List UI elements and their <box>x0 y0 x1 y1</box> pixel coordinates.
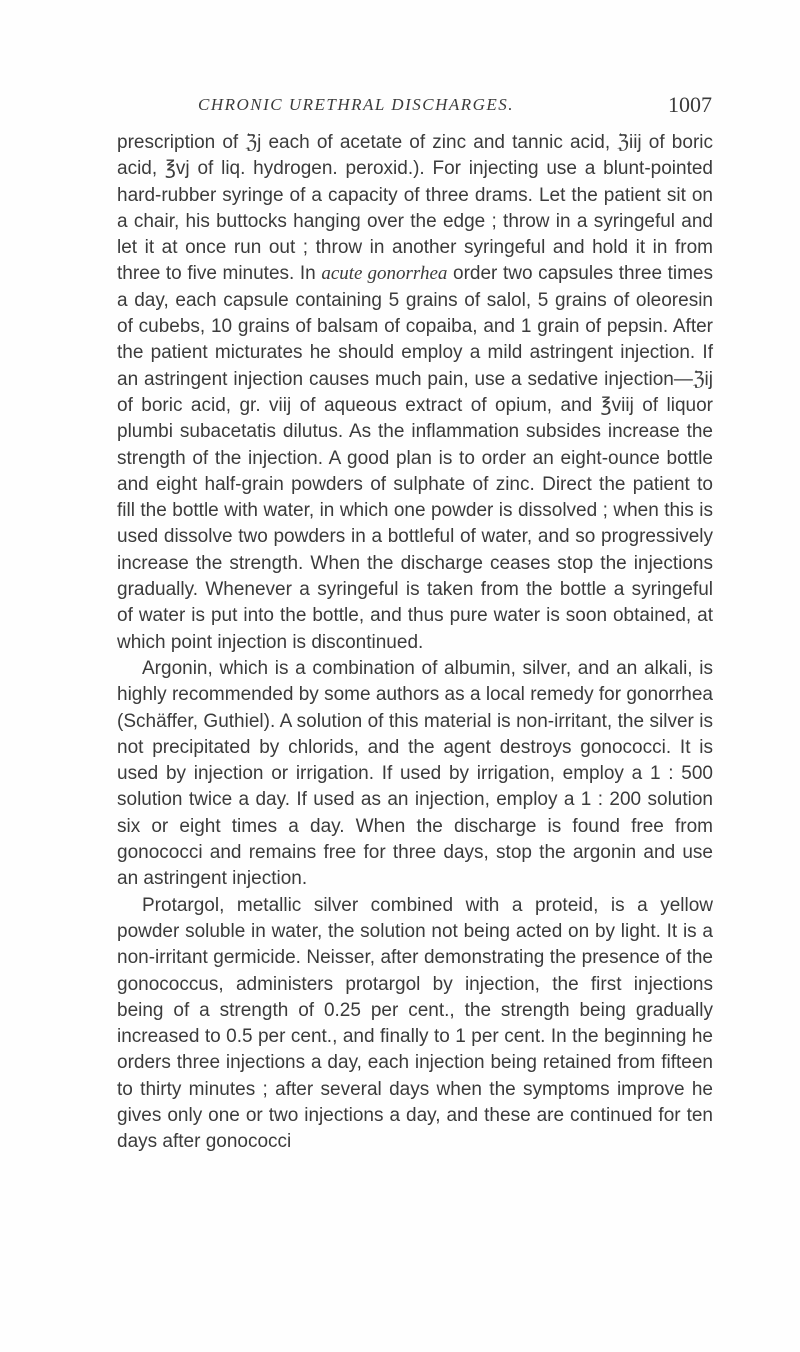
page-number: 1007 <box>668 92 712 117</box>
paragraph-prescription <box>117 130 713 656</box>
text-run: Argonin, which is a combination of albumin, silver, and an alkali, is highly recommended by some authors as a local remedy for gonorrhea (Schäffer, Guthiel). A solution of this material is non-irritant, the silver is not precipitated by chlorids, and the agent destroys gonococci. It is used by injection or irrigation. If used by irrigation, employ a 1 : 500 solution twice a day. If used as an injection, employ a 1 : 200 solution six or eight times a day. When the discharge is found free from gonococci and remains free for three days, stop the argonin and use an astringent injection. <box>117 657 713 890</box>
running-title: CHRONIC URETHRAL DISCHARGES. <box>198 95 515 114</box>
text-run: Protargol, metallic silver combined with a proteid, is a yellow powder soluble in water, the solution not being acted on by light. It is a non-irritant germicide. Neisser, after demonstrating the presence of the gonococcus, administers protargol by injection, the first injections being of a strength of 0.25 per cent., the strength being gradually increased to 0.5 per cent., and finally to 1 per cent. In the beginning he orders three injections a day, each injection being retained from fifteen to thirty minutes ; after several days when the symptoms improve he gives only one or two injections a day, and these are continued for ten days after gonococci <box>117 894 713 1153</box>
paragraph-protargol <box>117 893 713 1156</box>
body-text <box>117 130 713 1156</box>
text-run: order two capsules three times a day, each capsule containing 5 grains of salol, 5 grains of oleoresin of cubebs, 10 grains of balsam of copaiba, and 1 grain of pepsin. After the patient micturates he should employ a mild astringent injection. If an astringent injection causes much pain, use a sedative injection—ℨij of boric acid, gr. viij of aqueous extract of opium, and ℥viij of liquor plumbi subacetatis dilutus. As the inflammation subsides increase the strength of the injection. A good plan is to order an eight-ounce bottle and eight half-grain powders of sulphate of zinc. Direct the patient to fill the bottle with water, in which one powder is dissolved ; when this is used dissolve two powders in a bottleful of water, and so progressively increase the strength. When the discharge ceases stop the injections gradually. Whenever a syringeful is taken from the bottle a syringeful of water is put into the bottle, and thus pure water is soon obtained, at which point injection is discontinued. <box>117 263 713 653</box>
paragraph-argonin <box>117 656 713 893</box>
text-run: prescription of ℨj each of acetate of zinc and tannic acid, ℨiij of boric acid, ℥vj of liq. hydrogen. peroxid.). For injecting use a blunt-pointed hard-rubber syringe of a capacity of three drams. Let the patient sit on a chair, his buttocks hanging over the edge ; throw in a syringeful and let it at once run out ; throw in another syringeful and hold it in from three to five minutes. In <box>117 132 713 285</box>
running-head <box>118 89 712 121</box>
italic-term: acute gonorrhea <box>321 263 448 285</box>
